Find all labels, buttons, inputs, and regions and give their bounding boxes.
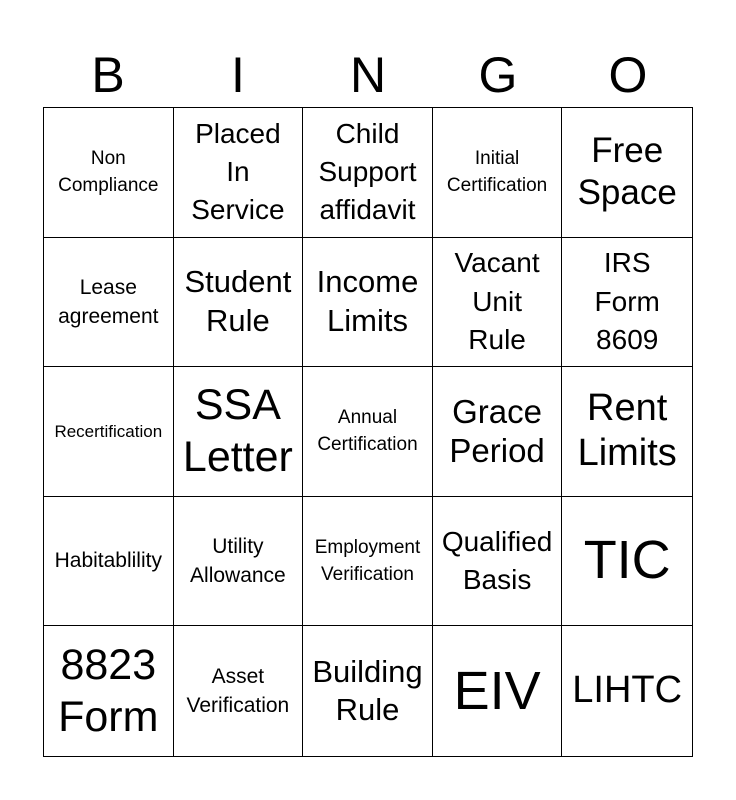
bingo-cell[interactable]: Non Compliance [44, 108, 174, 238]
header-letter-i: I [231, 47, 245, 103]
header-letter-b: B [91, 47, 125, 103]
bingo-cell[interactable]: Building Rule [303, 626, 433, 756]
bingo-cell[interactable]: Annual Certification [303, 367, 433, 497]
bingo-cell[interactable]: Grace Period [433, 367, 563, 497]
bingo-cell[interactable]: Employment Verification [303, 497, 433, 627]
bingo-cell[interactable]: TIC [562, 497, 692, 627]
free-space-cell[interactable]: Free Space [562, 108, 692, 238]
bingo-cell[interactable]: Placed In Service [174, 108, 304, 238]
bingo-cell[interactable]: Qualified Basis [433, 497, 563, 627]
bingo-cell[interactable]: Vacant Unit Rule [433, 238, 563, 368]
bingo-cell[interactable]: LIHTC [572, 669, 683, 712]
bingo-cell[interactable]: Asset Verification [174, 626, 304, 756]
bingo-cell[interactable]: Utility Allowance [174, 497, 304, 627]
bingo-cell[interactable]: 8823 Form [44, 626, 174, 756]
bingo-cell[interactable]: Child Support affidavit [303, 108, 433, 238]
bingo-cell[interactable]: Income Limits [303, 238, 433, 368]
bingo-board [43, 107, 693, 757]
bingo-cell[interactable]: Lease agreement [44, 238, 174, 368]
header-letter-g: G [478, 47, 518, 103]
bingo-cell[interactable]: Student Rule [174, 238, 304, 368]
bingo-header [43, 44, 693, 106]
bingo-cell[interactable]: SSA Letter [174, 367, 304, 497]
header-letter-n: N [349, 47, 387, 103]
bingo-cell[interactable]: EIV [433, 626, 563, 756]
header-letter-o: O [608, 47, 648, 103]
bingo-cell[interactable]: Recertification [44, 367, 174, 497]
bingo-cell[interactable]: Habitablility [44, 497, 174, 627]
bingo-cell[interactable]: Rent Limits [562, 367, 692, 497]
bingo-cell[interactable]: IRS Form 8609 [562, 238, 692, 368]
bingo-cell[interactable]: Initial Certification [433, 108, 563, 238]
